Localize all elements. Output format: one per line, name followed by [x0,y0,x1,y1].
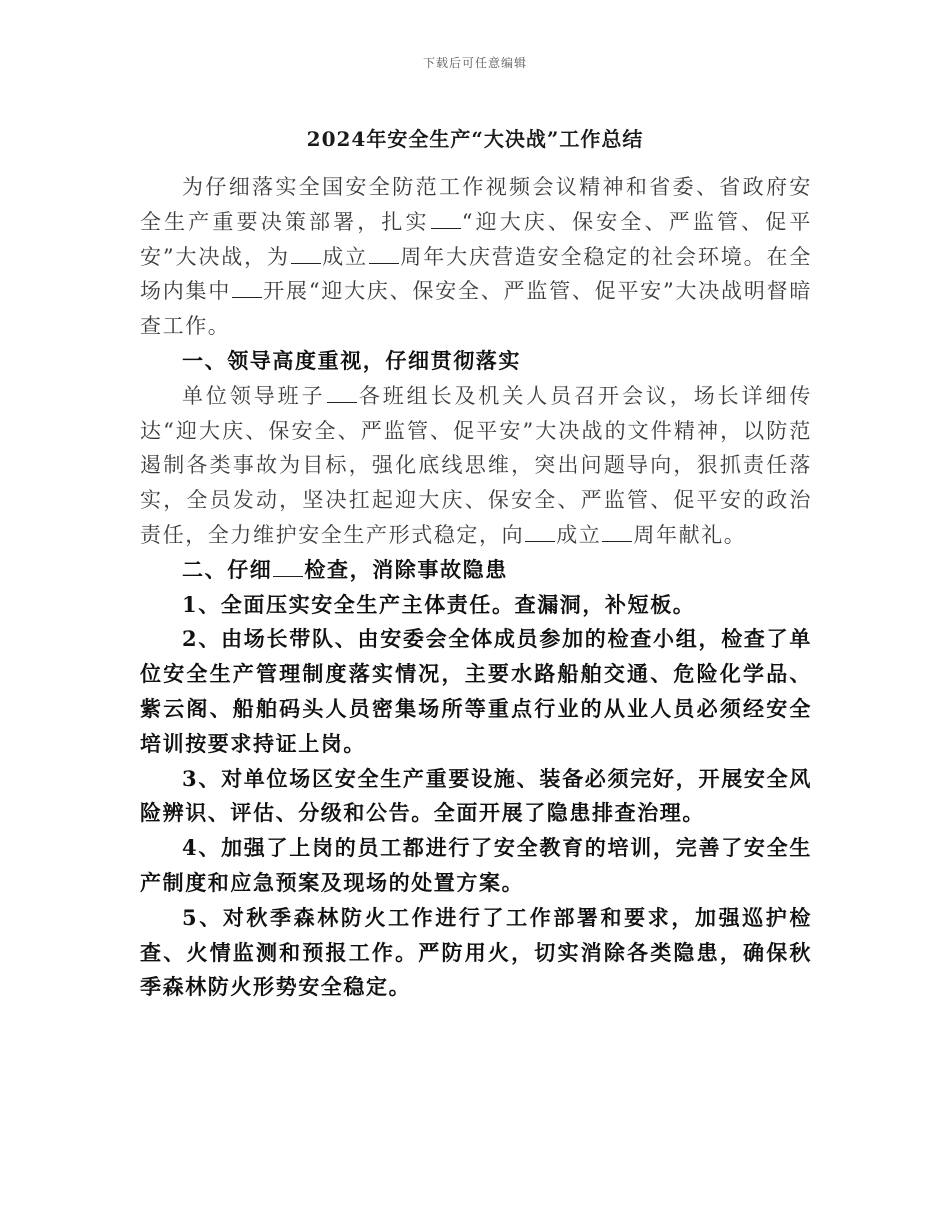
document-title: 2024年安全生产“大决战”工作总结 [306,127,644,151]
document-body [140,170,812,1005]
fill-blank [602,540,632,542]
header-note: 下载后可任意编辑 [422,56,527,70]
fill-blank [431,227,461,229]
fill-blank [232,296,262,298]
section-heading-2-b: 检查，消除事故隐患 [304,556,508,582]
section-1-text-d: 周年献礼。 [633,522,747,547]
section-heading-1: 一、领导高度重视，仔细贯彻落实 [182,347,521,373]
intro-paragraph [140,170,812,344]
section-heading-2 [140,553,812,588]
fill-blank [327,401,357,403]
list-item-1: 1、全面压实安全生产主体责任。查漏洞，补短板。 [182,591,696,617]
intro-text-c: 成立 [321,244,369,269]
list-item-4: 4、加强了上岗的员工都进行了安全教育的培训，完善了安全生产制度和应急预案及现场的处置方案。 [140,835,812,895]
section-heading-2-a: 二、仔细 [182,556,273,582]
intro-text-a: 为仔细落实全国安全防范工作视频会议精神和省委、省政府安全生产重要决策部署，扎实 [140,175,812,234]
section-1-text-b: 各班组长及机关人员召开会议，场长详细传达“迎大庆、保安全、严监管、促平安”大决战的文件精神，以防范遏制各类事故为目标，强化底线思维，突出问题导向，狠抓责任落实，全员发动，坚决扛起迎大庆、保安全、严监管、促平安的政治责任，全力维护安全生产形式稳定，向 [140,383,812,547]
list-item-2: 2、由场长带队、由安委会全体成员参加的检查小组，检查了单位安全生产管理制度落实情况，主要水路船舶交通、危险化学品、紫云阁、船舶码头人员密集场所等重点行业的从业人员必须经安全培训按要求持证上岗。 [140,626,812,756]
intro-text-d: 周年大庆营造安全稳定的社会环境。在全场内集中 [140,244,812,304]
intro-text-b: “迎大庆、保安全、严监管、促平安”大决战，为 [140,209,812,269]
section-1-text-a: 单位领导班子 [182,383,326,408]
intro-text-e: 开展“迎大庆、保安全、严监管、促平安”大决战明督暗查工作。 [140,279,812,339]
fill-blank [291,262,321,264]
section-1-paragraph [140,379,812,553]
fill-blank [525,540,555,542]
fill-blank [273,575,303,577]
list-item-5: 5、对秋季森林防火工作进行了工作部署和要求，加强巡护检查、火情监测和预报工作。严防用火，切实消除各类隐患，确保秋季森林防火形势安全稳定。 [140,904,812,1000]
fill-blank [369,262,399,264]
list-item-3: 3、对单位场区安全生产重要设施、装备必须完好，开展安全风险辨识、评估、分级和公告。全面开展了隐患排查治理。 [140,765,812,826]
section-1-text-c: 成立 [556,522,602,547]
